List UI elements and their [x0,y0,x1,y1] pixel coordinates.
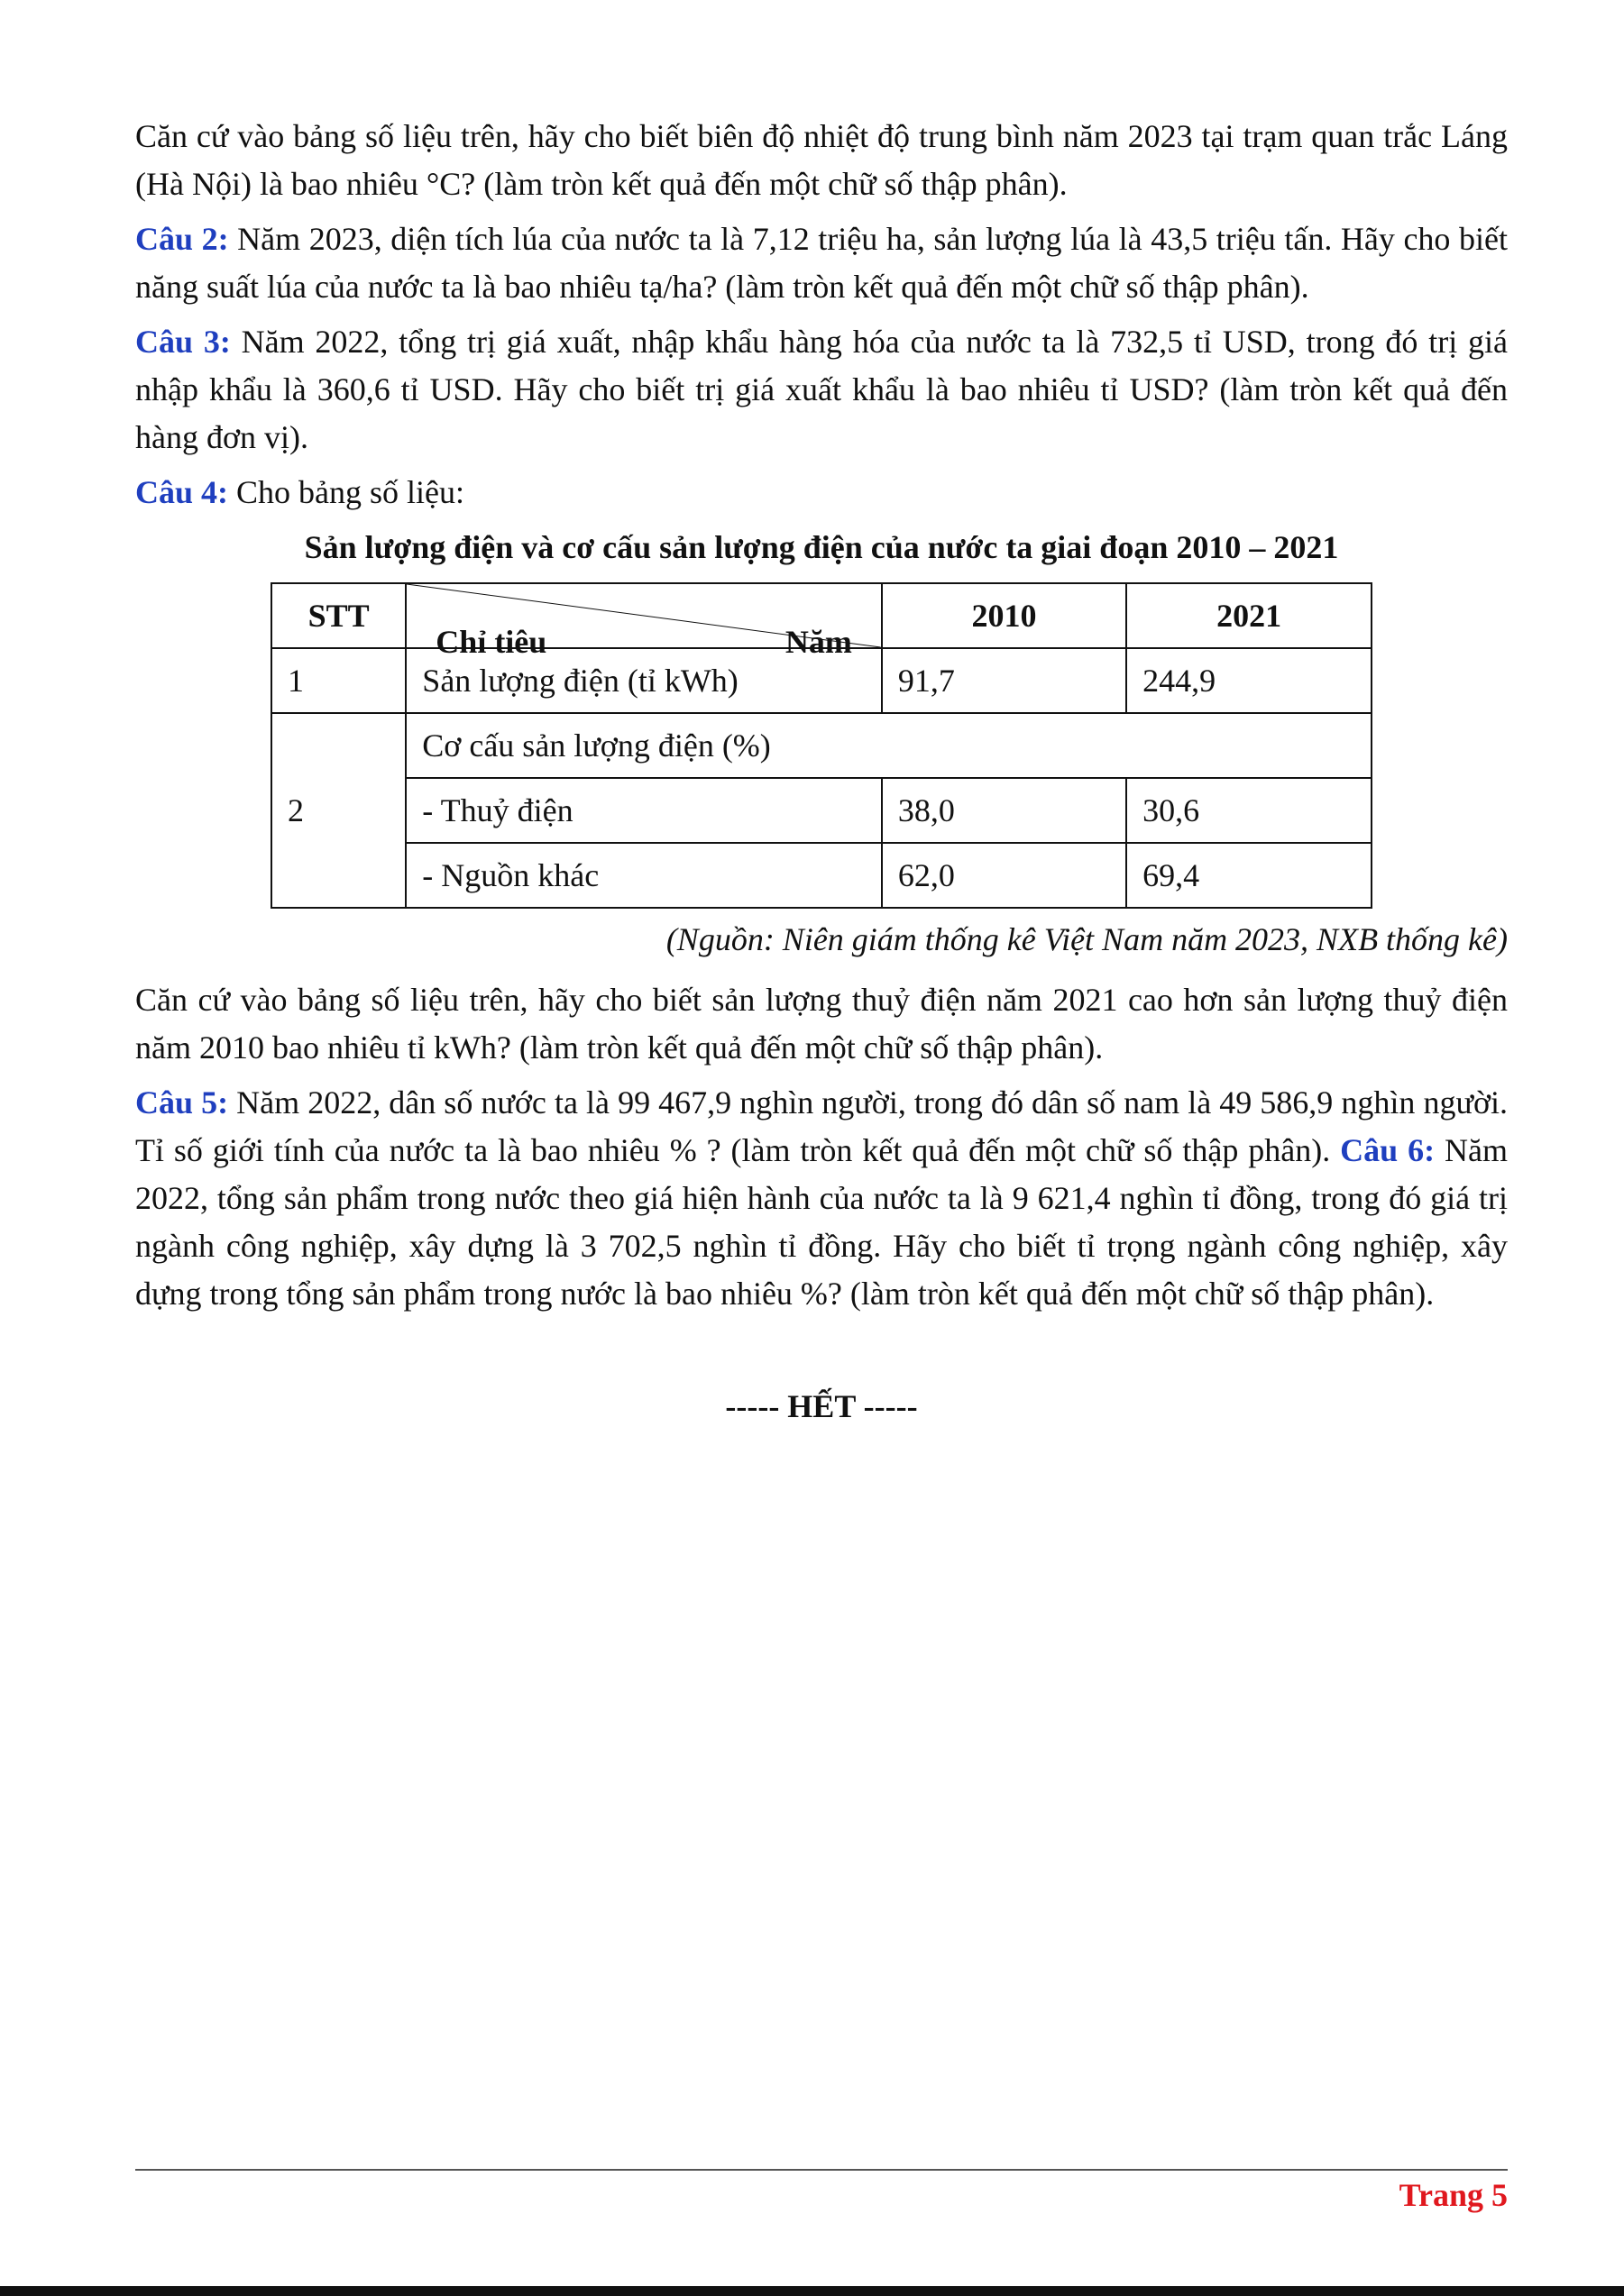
header-year-2021: 2021 [1126,583,1372,648]
table-row [271,778,1372,843]
question-5-label: Câu 5: [135,1084,229,1121]
data-table [271,582,1372,909]
questions-5-6 [135,1079,1508,1318]
row-4-value-2021: 69,4 [1126,843,1372,908]
question-4 [135,469,1508,517]
row-4-label: - Nguồn khác [406,843,882,908]
header-nam: Năm [784,624,852,660]
row-2-stt: 2 [271,713,406,908]
page-number: Trang 5 [1399,2177,1508,2213]
row-1-value-2021: 244,9 [1126,648,1372,713]
question-4-follow-up: Căn cứ vào bảng số liệu trên, hãy cho biết sản lượng thuỷ điện năm 2021 cao hơn sản lượng thuỷ điện năm 2010 bao nhiêu tỉ kWh? (làm tròn kết quả đến một chữ số thập phân). [135,982,1508,1066]
footer-divider [135,2169,1508,2171]
table-row [271,713,1372,778]
header-stt: STT [271,583,406,648]
row-4-value-2010: 62,0 [882,843,1126,908]
intro-paragraph: Căn cứ vào bảng số liệu trên, hãy cho biết biên độ nhiệt độ trung bình năm 2023 tại trạm quan trắc Láng (Hà Nội) là bao nhiêu °C? (làm tròn kết quả đến một chữ số thập phân). [135,118,1508,202]
page-bottom-edge [0,2286,1624,2296]
question-3-label: Câu 3: [135,324,231,360]
row-1-label: Sản lượng điện (tỉ kWh) [406,648,882,713]
question-3-text: Năm 2022, tổng trị giá xuất, nhập khẩu hàng hóa của nước ta là 732,5 tỉ USD, trong đó trị giá nhập khẩu là 360,6 tỉ USD. Hãy cho biết trị giá xuất khẩu là bao nhiêu tỉ USD? (làm tròn kết quả đến hàng đơn vị). [135,324,1508,455]
question-3 [135,318,1508,462]
table-title: Sản lượng điện và cơ cấu sản lượng điện của nước ta giai đoạn 2010 – 2021 [304,529,1339,565]
row-2-label: Cơ cấu sản lượng điện (%) [406,713,1372,778]
table-source: (Nguồn: Niên giám thống kê Việt Nam năm 2023, NXB thống kê) [665,921,1508,957]
row-3-value-2021: 30,6 [1126,778,1372,843]
question-6-text: Năm 2022, tổng sản phẩm trong nước theo giá hiện hành của nước ta là 9 621,4 nghìn tỉ đồng, trong đó giá trị ngành công nghiệp, xây dựng là 3 702,5 nghìn tỉ đồng. Hãy cho biết tỉ trọng ngành công nghiệp, xây dựng trong tổng sản phẩm trong nước là bao nhiêu %? (làm tròn kết quả đến một chữ số thập phân). [135,1132,1508,1312]
row-3-label: - Thuỷ điện [406,778,882,843]
header-chi-tieu: Chỉ tiêu [436,624,547,660]
question-4-label: Câu 4: [135,474,229,510]
end-marker: ----- HẾT ----- [725,1388,918,1424]
table-row [271,843,1372,908]
row-1-value-2010: 91,7 [882,648,1126,713]
question-5-text: Năm 2022, dân số nước ta là 99 467,9 nghìn người, trong đó dân số nam là 49 586,9 nghìn người. Tỉ số giới tính của nước ta là bao nhiêu % ? (làm tròn kết quả đến một chữ số thập phân). [135,1084,1508,1168]
row-1-stt: 1 [271,648,406,713]
header-diagonal-cell [406,583,882,660]
question-6-label: Câu 6: [1340,1132,1436,1168]
question-2-label: Câu 2: [135,221,229,257]
page-content [135,113,1508,1463]
table-header-row [271,583,1372,648]
question-2-text: Năm 2023, diện tích lúa của nước ta là 7,12 triệu ha, sản lượng lúa là 43,5 triệu tấn. Hãy cho biết năng suất lúa của nước ta là bao nhiêu tạ/ha? (làm tròn kết quả đến một chữ số thập phân). [135,221,1508,305]
header-year-2010: 2010 [882,583,1126,648]
row-3-value-2010: 38,0 [882,778,1126,843]
question-2 [135,215,1508,311]
question-4-text: Cho bảng số liệu: [228,474,464,510]
